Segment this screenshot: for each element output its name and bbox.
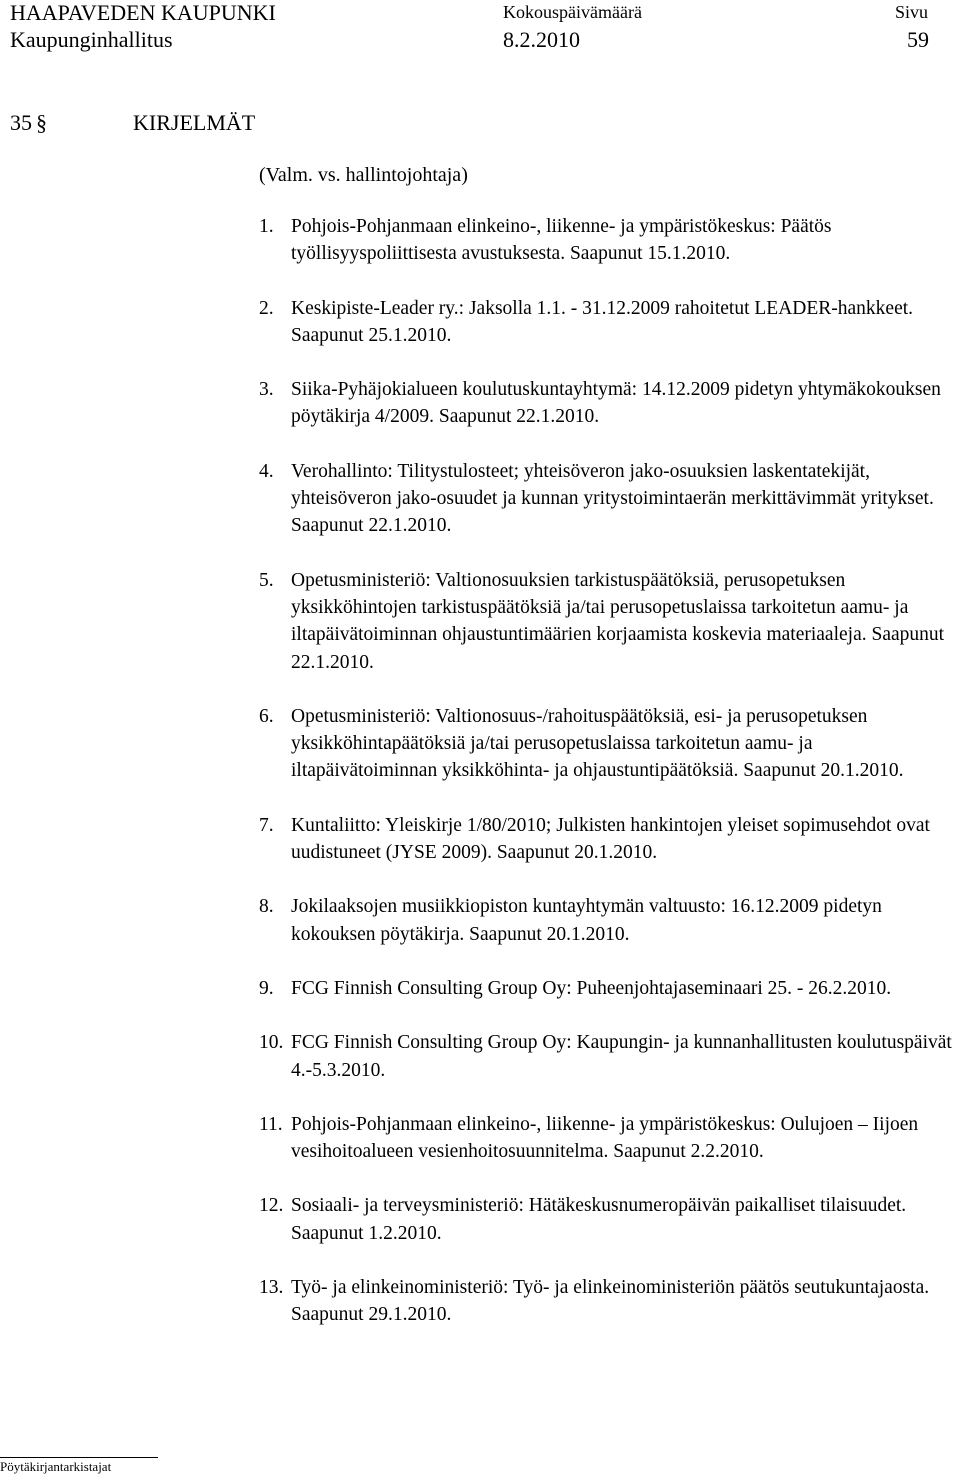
- list-item: [259, 893, 959, 948]
- list-item: [259, 975, 959, 1002]
- item-text: Opetusministeriö: Valtionosuus-/rahoituspäätöksiä, esi- ja perusopetuksen yksikköhintapäätöksiä ja/tai perusopetuslaissa tarkoitetun aamu- ja iltapäivätoiminnan yksikköhinta- ja ohjaustuntipäätöksiä. Saapunut 20.1.2010.: [291, 705, 904, 782]
- item-number: 9.: [259, 977, 274, 999]
- item-text: Siika-Pyhäjokialueen koulutuskuntayhtymä: 14.12.2009 pidetyn yhtymäkokouksen pöytäkirja 4/2009. Saapunut 22.1.2010.: [291, 379, 941, 428]
- item-number: 6.: [259, 705, 274, 727]
- department-name: Kaupunginhallitus: [10, 27, 173, 52]
- item-number: 3.: [259, 379, 274, 401]
- item-text: Opetusministeriö: Valtionosuuksien tarkistuspäätöksiä, perusopetuksen yksikköhintojen tarkistuspäätöksiä ja/tai perusopetuslaissa tarkoitetun aamu- ja iltapäivätoiminnan ohjaustuntimäärien korjaamista koskevia materiaaleja. Saapunut 22.1.2010.: [291, 569, 945, 673]
- item-text: Pohjois-Pohjanmaan elinkeino-, liikenne- ja ympäristökeskus: Oulujoen – Iijoen vesihoitoalueen vesienhoitosuunnitelma. Saapunut 2.2.2010.: [291, 1113, 919, 1163]
- item-text: Jokilaaksojen musiikkiopiston kuntayhtymän valtuusto: 16.12.2009 pidetyn kokouksen pöytäkirja. Saapunut 20.1.2010.: [291, 896, 882, 945]
- meeting-date: 8.2.2010: [503, 27, 580, 52]
- preparer-note: (Valm. vs. hallintojohtaja): [259, 164, 468, 186]
- list-item: [259, 458, 959, 540]
- section-sign: §: [36, 110, 47, 135]
- item-text: FCG Finnish Consulting Group Oy: Kaupungin- ja kunnanhallitusten koulutuspäivät 4.-5.3.2010.: [291, 1032, 952, 1081]
- list-item: [259, 1192, 959, 1247]
- item-number: 11.: [259, 1113, 283, 1135]
- item-text: Verohallinto: Tilitystulosteet; yhteisöveron jako-osuuksien laskentatekijät, yhteisöveron jako-osuudet ja kunnan yritystoimintaerän merkittävimmät yritykset. Saapunut 22.1.2010.: [291, 460, 934, 537]
- item-text: Pohjois-Pohjanmaan elinkeino-, liikenne- ja ympäristökeskus: Päätös työllisyyspoliittisesta avustuksesta. Saapunut 15.1.2010.: [291, 216, 832, 265]
- list-item: [259, 703, 959, 785]
- item-text: FCG Finnish Consulting Group Oy: Puheenjohtajaseminaari 25. - 26.2.2010.: [291, 977, 892, 999]
- correspondence-list: [259, 213, 959, 1356]
- item-number: 8.: [259, 896, 274, 918]
- list-item: [259, 1111, 959, 1166]
- meeting-date-label: Kokouspäivämäärä: [503, 2, 642, 22]
- item-text: Sosiaali- ja terveysministeriö: Hätäkeskusnumeropäivän paikalliset tilaisuudet. Saapunut 1.2.2010.: [291, 1195, 907, 1244]
- list-item: [259, 812, 959, 867]
- item-number: 1.: [259, 216, 274, 237]
- item-number: 13.: [259, 1277, 284, 1299]
- item-number: 12.: [259, 1195, 284, 1217]
- item-number: 4.: [259, 460, 274, 482]
- organization-name: HAAPAVEDEN KAUPUNKI: [10, 0, 276, 25]
- item-text: Työ- ja elinkeinoministeriö: Työ- ja elinkeinoministeriön päätös seutukuntajaosta. Saapunut 29.1.2010.: [291, 1277, 930, 1326]
- list-item: [259, 295, 959, 350]
- list-item: [259, 213, 959, 268]
- minutes-checkers-label: Pöytäkirjantarkistajat: [0, 1459, 112, 1474]
- section-number: 35: [10, 110, 32, 135]
- signature-line: [0, 1457, 158, 1458]
- item-number: 2.: [259, 297, 274, 319]
- list-item: [259, 1029, 959, 1084]
- section-title: KIRJELMÄT: [133, 110, 256, 135]
- item-number: 10.: [259, 1032, 284, 1054]
- list-item: [259, 376, 959, 431]
- list-item: [259, 567, 959, 676]
- list-item: [259, 1274, 959, 1329]
- page-label: Sivu: [895, 2, 929, 22]
- item-text: Kuntaliitto: Yleiskirje 1/80/2010; Julkisten hankintojen yleiset sopimusehdot ovat uudistuneet (JYSE 2009). Saapunut 20.1.2010.: [291, 814, 930, 864]
- item-number: 7.: [259, 814, 274, 836]
- item-text: Keskipiste-Leader ry.: Jaksolla 1.1. - 31.12.2009 rahoitetut LEADER-hankkeet. Saapunut 25.1.2010.: [291, 297, 914, 346]
- page-number: 59: [907, 27, 929, 52]
- item-number: 5.: [259, 569, 274, 591]
